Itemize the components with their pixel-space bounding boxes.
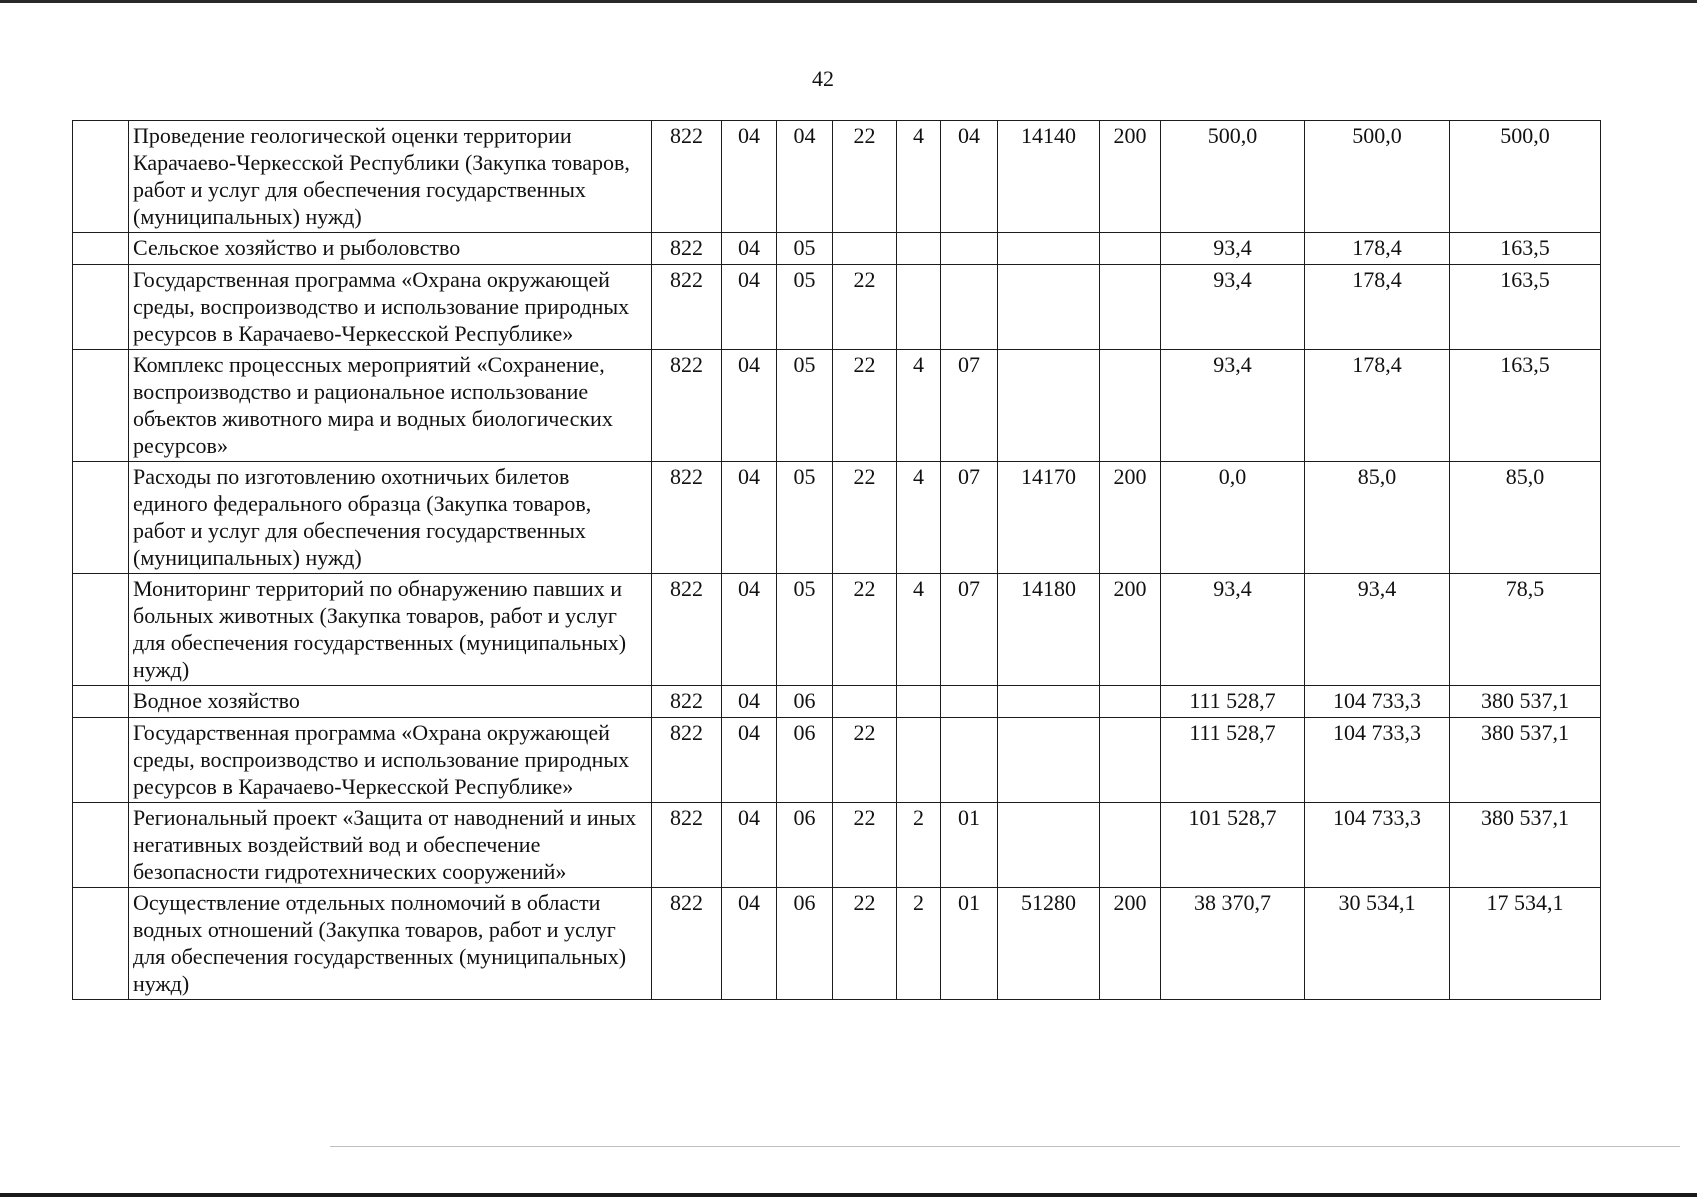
section-code: 04 (722, 121, 777, 233)
amount-year-1: 93,4 (1161, 350, 1305, 462)
item-name: Региональный проект «Защита от наводнений и иных негативных воздействий вод и обеспечение безопасности гидротехнических сооружений» (129, 803, 652, 888)
element-type-code: 2 (897, 888, 941, 1000)
section-code: 04 (722, 888, 777, 1000)
section-code: 04 (722, 462, 777, 574)
amount-year-3: 163,5 (1450, 350, 1601, 462)
amount-year-1: 93,4 (1161, 233, 1305, 265)
program-code: 22 (833, 121, 897, 233)
section-code: 04 (722, 718, 777, 803)
element-type-code (897, 686, 941, 718)
section-code: 04 (722, 265, 777, 350)
item-name: Сельское хозяйство и рыболовство (129, 233, 652, 265)
amount-year-1: 111 528,7 (1161, 686, 1305, 718)
expense-type-code (1100, 265, 1161, 350)
table-row (73, 686, 1601, 718)
amount-year-3: 85,0 (1450, 462, 1601, 574)
amount-year-2: 104 733,3 (1305, 803, 1450, 888)
element-number-code: 07 (941, 350, 998, 462)
direction-code: 14180 (998, 574, 1100, 686)
table-row (73, 574, 1601, 686)
row-number-cell (73, 265, 129, 350)
direction-code (998, 686, 1100, 718)
table-body (73, 121, 1601, 1000)
amount-year-2: 104 733,3 (1305, 718, 1450, 803)
grbs-code: 822 (652, 686, 722, 718)
table-row (73, 718, 1601, 803)
item-name: Проведение геологической оценки территории Карачаево-Черкесской Республики (Закупка товаров, работ и услуг для обеспечения государственных (муниципальных) нужд) (129, 121, 652, 233)
amount-year-2: 104 733,3 (1305, 686, 1450, 718)
item-name: Комплекс процессных мероприятий «Сохранение, воспроизводство и рациональное использование объектов животного мира и водных биологических ресурсов» (129, 350, 652, 462)
expense-type-code (1100, 803, 1161, 888)
element-type-code (897, 265, 941, 350)
table-row (73, 121, 1601, 233)
section-code: 04 (722, 574, 777, 686)
grbs-code: 822 (652, 121, 722, 233)
element-type-code: 4 (897, 121, 941, 233)
table-row (73, 803, 1601, 888)
expense-type-code (1100, 686, 1161, 718)
amount-year-2: 178,4 (1305, 265, 1450, 350)
program-code: 22 (833, 574, 897, 686)
row-number-cell (73, 121, 129, 233)
element-number-code: 01 (941, 803, 998, 888)
program-code (833, 686, 897, 718)
direction-code: 14140 (998, 121, 1100, 233)
grbs-code: 822 (652, 803, 722, 888)
program-code: 22 (833, 803, 897, 888)
section-code: 04 (722, 233, 777, 265)
amount-year-3: 17 534,1 (1450, 888, 1601, 1000)
element-type-code (897, 233, 941, 265)
amount-year-3: 500,0 (1450, 121, 1601, 233)
element-number-code (941, 718, 998, 803)
amount-year-2: 178,4 (1305, 233, 1450, 265)
item-name: Водное хозяйство (129, 686, 652, 718)
element-number-code (941, 233, 998, 265)
program-code: 22 (833, 462, 897, 574)
section-code: 04 (722, 803, 777, 888)
table-row (73, 265, 1601, 350)
scan-bottom-edge (0, 1193, 1697, 1197)
program-code: 22 (833, 718, 897, 803)
row-number-cell (73, 803, 129, 888)
expense-type-code (1100, 350, 1161, 462)
expense-type-code: 200 (1100, 462, 1161, 574)
element-number-code: 01 (941, 888, 998, 1000)
grbs-code: 822 (652, 350, 722, 462)
direction-code (998, 233, 1100, 265)
scan-faint-line (330, 1146, 1680, 1147)
direction-code: 14170 (998, 462, 1100, 574)
element-type-code (897, 718, 941, 803)
row-number-cell (73, 686, 129, 718)
section-code: 04 (722, 686, 777, 718)
direction-code (998, 350, 1100, 462)
direction-code (998, 803, 1100, 888)
program-code: 22 (833, 265, 897, 350)
expense-type-code: 200 (1100, 574, 1161, 686)
table-row (73, 233, 1601, 265)
row-number-cell (73, 888, 129, 1000)
grbs-code: 822 (652, 718, 722, 803)
element-number-code: 07 (941, 574, 998, 686)
amount-year-3: 163,5 (1450, 233, 1601, 265)
amount-year-1: 101 528,7 (1161, 803, 1305, 888)
grbs-code: 822 (652, 574, 722, 686)
amount-year-3: 163,5 (1450, 265, 1601, 350)
item-name: Государственная программа «Охрана окружающей среды, воспроизводство и использование природных ресурсов в Карачаево-Черкесской Республике» (129, 718, 652, 803)
subsection-code: 05 (777, 350, 833, 462)
element-type-code: 4 (897, 574, 941, 686)
grbs-code: 822 (652, 462, 722, 574)
amount-year-1: 500,0 (1161, 121, 1305, 233)
subsection-code: 06 (777, 803, 833, 888)
element-type-code: 4 (897, 462, 941, 574)
element-type-code: 2 (897, 803, 941, 888)
page-number: 42 (812, 66, 834, 91)
row-number-cell (73, 233, 129, 265)
element-number-code (941, 265, 998, 350)
item-name: Государственная программа «Охрана окружающей среды, воспроизводство и использование природных ресурсов в Карачаево-Черкесской Республике» (129, 265, 652, 350)
row-number-cell (73, 718, 129, 803)
grbs-code: 822 (652, 265, 722, 350)
amount-year-1: 93,4 (1161, 265, 1305, 350)
amount-year-3: 380 537,1 (1450, 803, 1601, 888)
amount-year-1: 0,0 (1161, 462, 1305, 574)
table-row (73, 350, 1601, 462)
element-number-code (941, 686, 998, 718)
direction-code (998, 718, 1100, 803)
element-type-code: 4 (897, 350, 941, 462)
subsection-code: 06 (777, 686, 833, 718)
amount-year-3: 380 537,1 (1450, 718, 1601, 803)
row-number-cell (73, 462, 129, 574)
row-number-cell (73, 574, 129, 686)
program-code (833, 233, 897, 265)
expense-type-code: 200 (1100, 121, 1161, 233)
expense-type-code (1100, 718, 1161, 803)
program-code: 22 (833, 888, 897, 1000)
amount-year-1: 111 528,7 (1161, 718, 1305, 803)
expense-type-code (1100, 233, 1161, 265)
amount-year-2: 93,4 (1305, 574, 1450, 686)
table-row (73, 462, 1601, 574)
amount-year-3: 78,5 (1450, 574, 1601, 686)
row-number-cell (73, 350, 129, 462)
subsection-code: 05 (777, 233, 833, 265)
amount-year-1: 38 370,7 (1161, 888, 1305, 1000)
amount-year-2: 30 534,1 (1305, 888, 1450, 1000)
amount-year-2: 85,0 (1305, 462, 1450, 574)
subsection-code: 05 (777, 574, 833, 686)
scan-top-edge (0, 0, 1697, 3)
amount-year-2: 500,0 (1305, 121, 1450, 233)
expense-type-code: 200 (1100, 888, 1161, 1000)
section-code: 04 (722, 350, 777, 462)
grbs-code: 822 (652, 888, 722, 1000)
budget-table (72, 120, 1601, 1000)
element-number-code: 04 (941, 121, 998, 233)
direction-code: 51280 (998, 888, 1100, 1000)
amount-year-2: 178,4 (1305, 350, 1450, 462)
amount-year-1: 93,4 (1161, 574, 1305, 686)
element-number-code: 07 (941, 462, 998, 574)
direction-code (998, 265, 1100, 350)
item-name: Осуществление отдельных полномочий в области водных отношений (Закупка товаров, работ и услуг для обеспечения государственных (муниципальных) нужд) (129, 888, 652, 1000)
item-name: Расходы по изготовлению охотничьих билетов единого федерального образца (Закупка товаров, работ и услуг для обеспечения государственных (муниципальных) нужд) (129, 462, 652, 574)
subsection-code: 06 (777, 718, 833, 803)
grbs-code: 822 (652, 233, 722, 265)
item-name: Мониторинг территорий по обнаружению павших и больных животных (Закупка товаров, работ и услуг для обеспечения государственных (муниципальных) нужд) (129, 574, 652, 686)
subsection-code: 05 (777, 265, 833, 350)
amount-year-3: 380 537,1 (1450, 686, 1601, 718)
table-row (73, 888, 1601, 1000)
program-code: 22 (833, 350, 897, 462)
subsection-code: 04 (777, 121, 833, 233)
subsection-code: 06 (777, 888, 833, 1000)
subsection-code: 05 (777, 462, 833, 574)
